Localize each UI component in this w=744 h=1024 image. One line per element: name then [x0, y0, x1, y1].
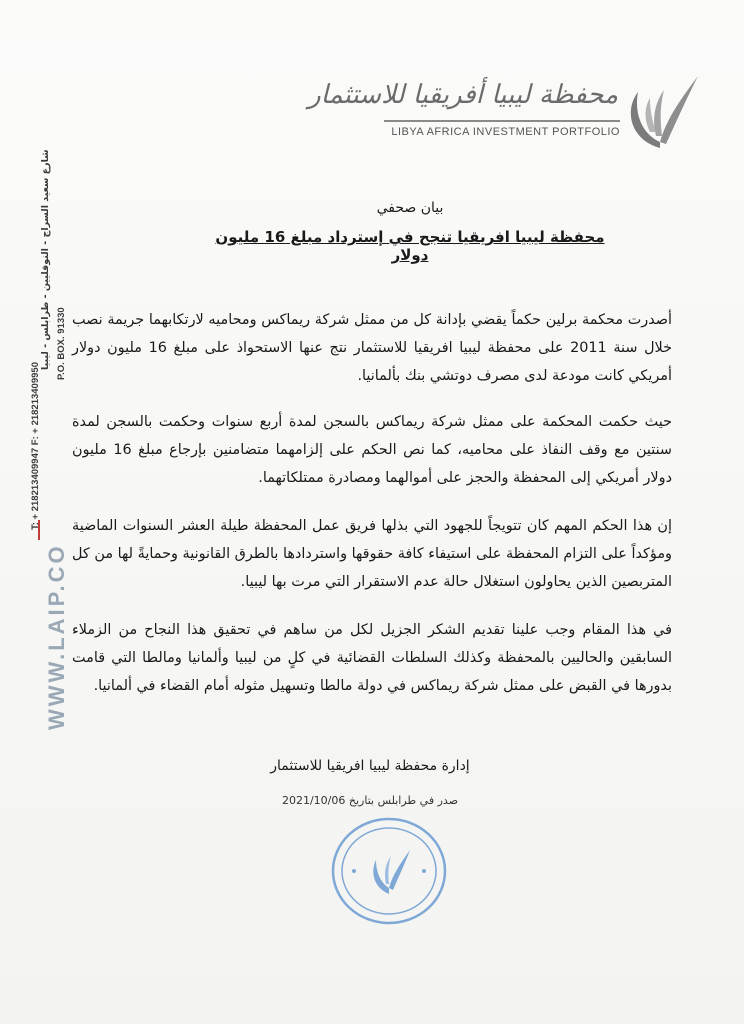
official-stamp-icon: [330, 816, 448, 926]
side-pobox: P.O. BOX. 91330: [56, 307, 67, 380]
side-website: WWW.LAIP.CO: [44, 543, 69, 730]
paragraph-4: في هذا المقام وجب علينا تقديم الشكر الجزيل لكل من ساهم في تحقيق هذا النجاح من الزملاء السابقين والحاليين بالمحفظة وكذلك السلطات القضائية في كلٍ من ليبيا وألمانيا ومالطا التي قامت بدورها في القبض على ممثل شركة ريماكس في دولة مالطا وتسهيل مثوله أمام القضاء في ألمانيا.: [72, 622, 672, 694]
statement-title: محفظة ليبيا افريقيا تنجح في إسترداد مبلغ 16 مليون دولار: [215, 228, 605, 264]
logo-english-name: LIBYA AFRICA INVESTMENT PORTFOLIO: [391, 126, 620, 138]
side-address: شارع سعيد السراج - النوفليين - طرابلس - ليبيا: [40, 149, 51, 370]
logo-divider: [384, 120, 620, 122]
paragraph-2: حيث حكمت المحكمة على ممثل شركة ريماكس بالسجن لمدة أربع سنوات وحكمت بالسجن لمدة سنتين مع وقف النفاذ على محاميه، كما نص الحكم على إلزامهما متضامنين بإرجاع مبلغ 16 مليون دولار أمريكي إلى المحفظة والحجز على أموالهما ومصادرة ممتلكاتهما.: [72, 414, 672, 486]
paragraph-1: أصدرت محكمة برلين حكماً يقضي بإدانة كل من ممثل شركة ريماكس ومحاميه لارتكابهما جريمة نصب خلال سنة 2011 على محفظة ليبيا افريقيا للاستثمار نتج عنها الاستحواذ على مبلغ 16 مليون دولار أمريكي كانت مودعة لدى مصرف دوتشي بنك بألمانيا.: [72, 312, 673, 384]
signoff-organization: إدارة محفظة ليبيا افريقيا للاستثمار: [270, 758, 470, 774]
side-contact-numbers: T: + 218213409947 F: + 218213409950: [30, 362, 41, 530]
laip-emblem-icon: [620, 70, 702, 150]
laip-logo: [124, 66, 624, 156]
logo-arabic-name: محفظة ليبيا أفريقيا للاستثمار: [308, 80, 618, 110]
signoff-date: صدر في طرابلس بتاريخ 2021/10/06: [281, 794, 459, 807]
statement-label: بيان صحفي: [376, 200, 444, 216]
paragraph-3: إن هذا الحكم المهم كان تتويجاً للجهود التي بذلها فريق عمل المحفظة طيلة العشر السنوات الماضية ومؤكداً على التزام المحفظة على استيفاء كافة حقوقها واستردادها بالطرق القانونية وحمايةً لها من كل المتربصين الذين يحاولون استغلال حالة عدم الاستقرار التي مرت بها ليبيا.: [72, 518, 672, 590]
